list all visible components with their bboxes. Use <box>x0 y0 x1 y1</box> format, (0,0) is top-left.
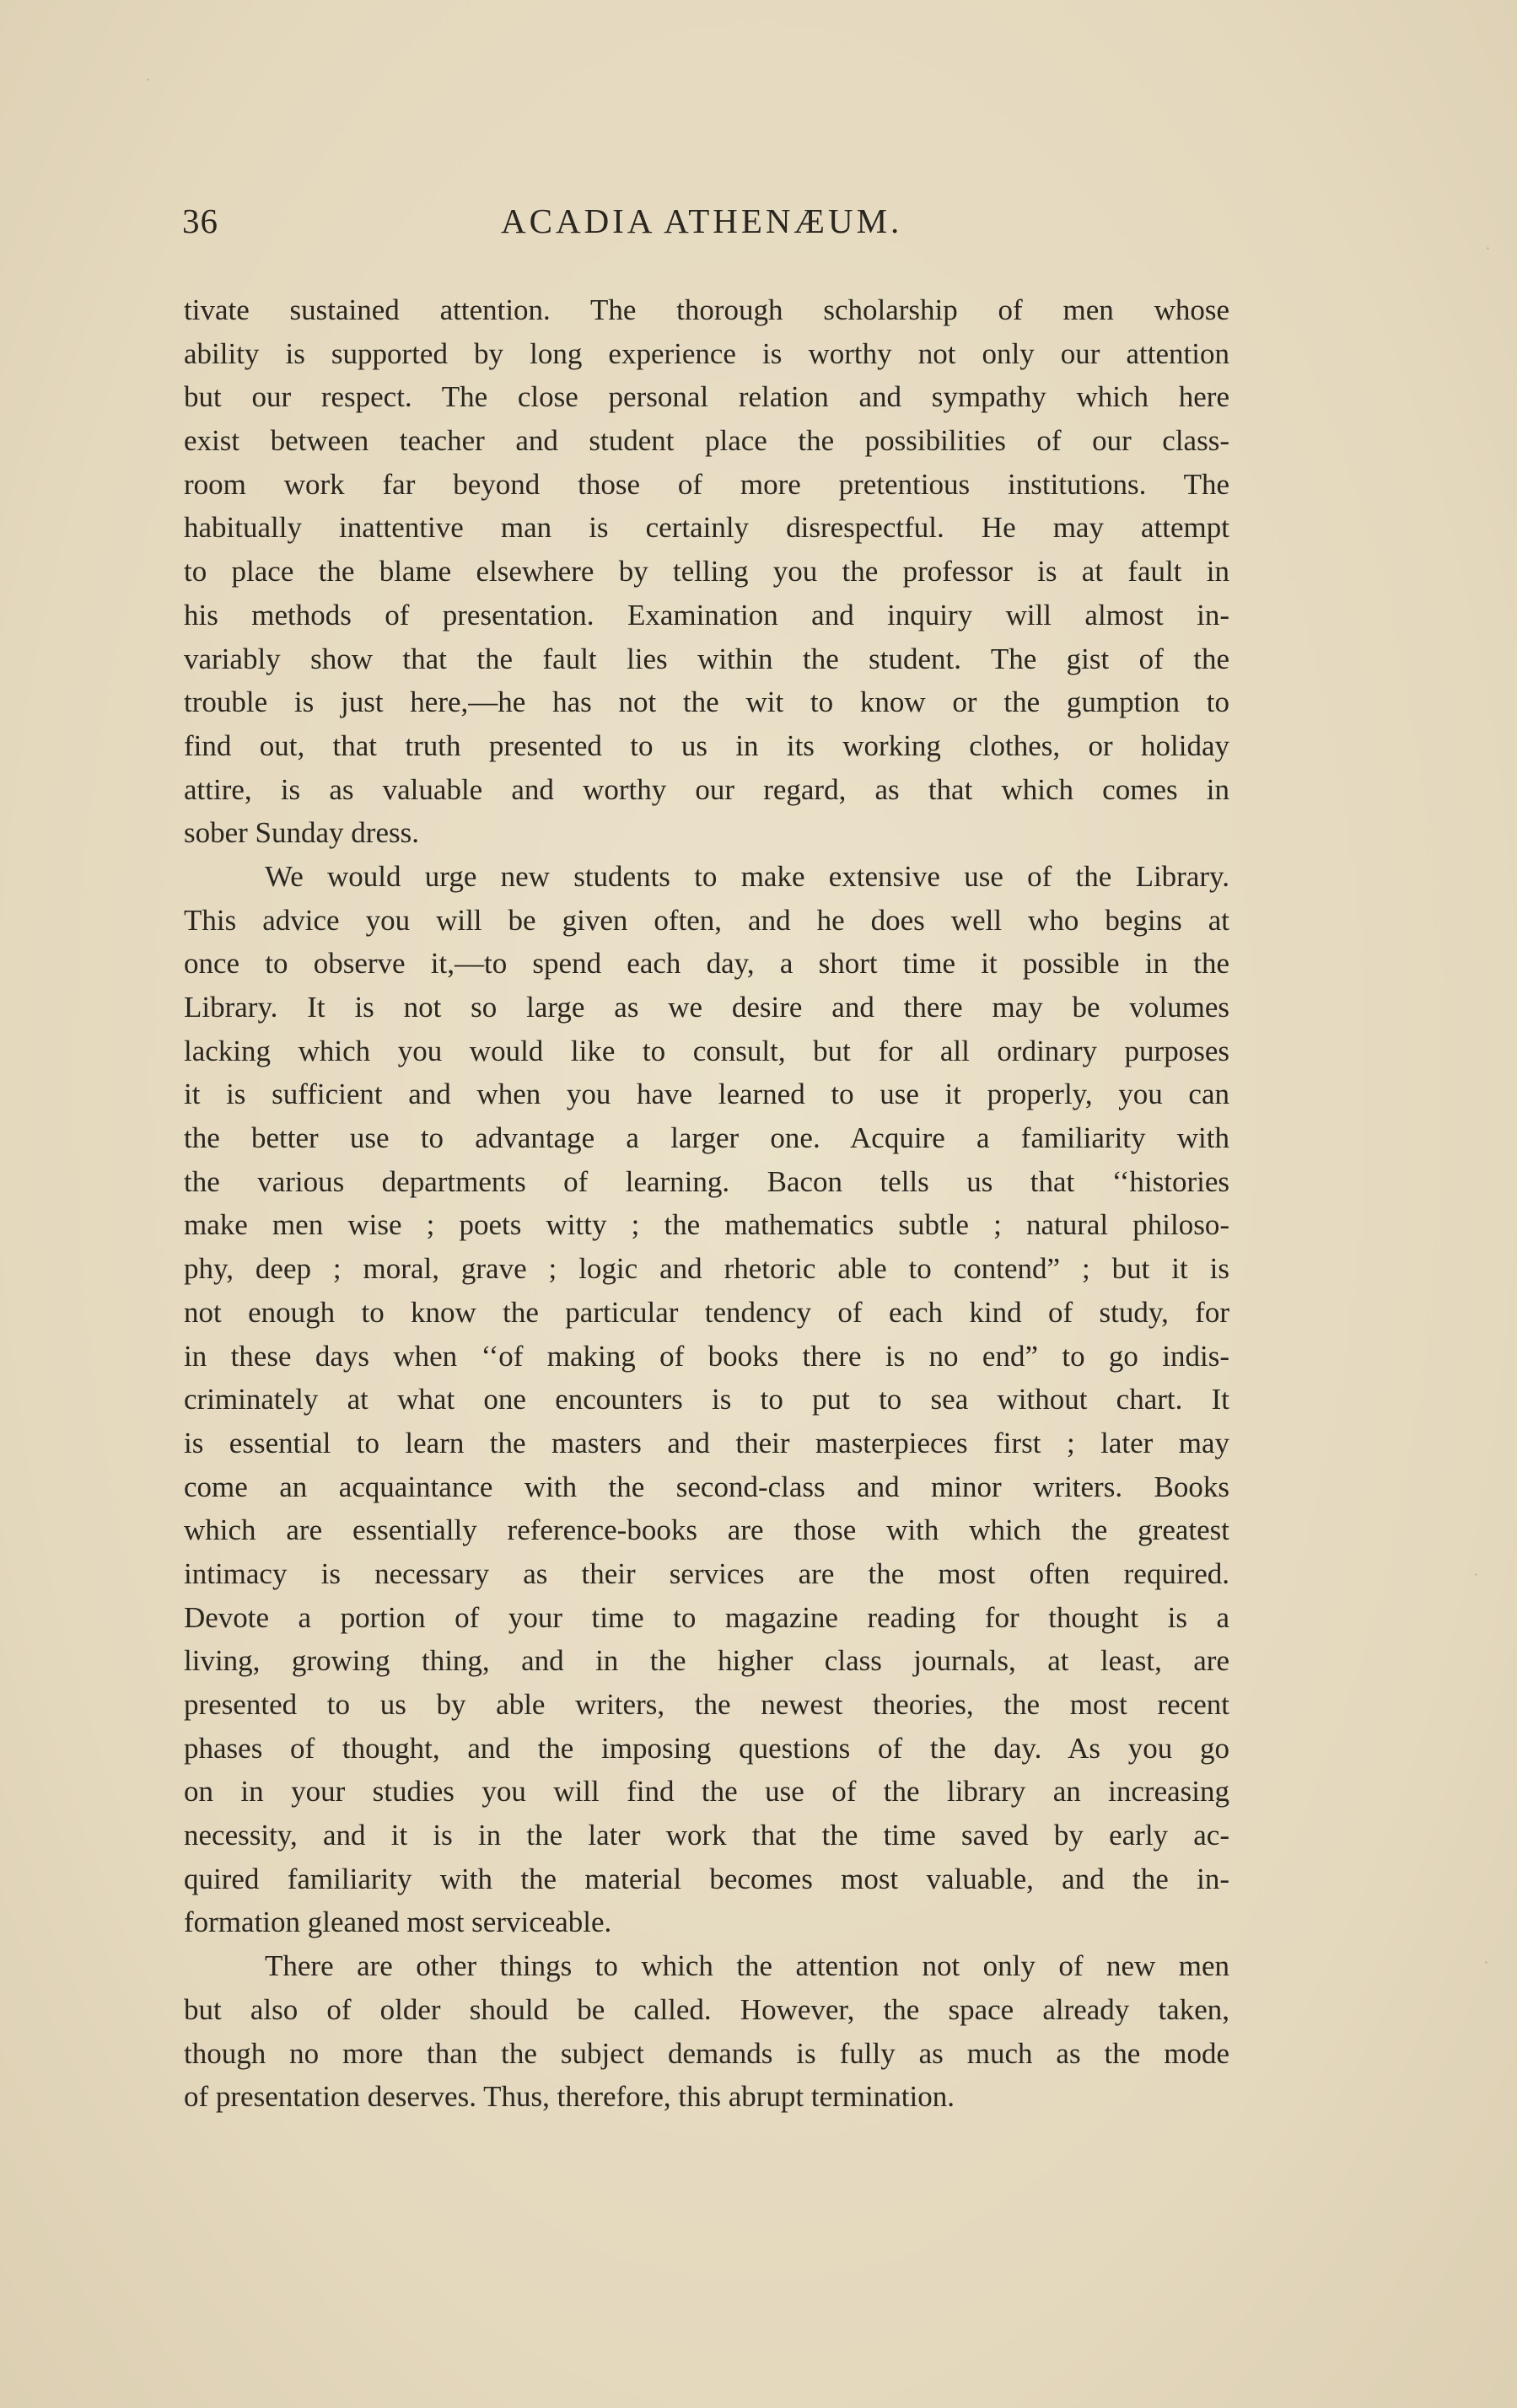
running-header <box>182 201 1228 251</box>
text-line: We would urge new students to make extensive use of the Library. <box>265 859 1229 893</box>
text-line: tivate sustained attention. The thorough scholarship of men whose <box>184 293 1229 326</box>
text-line: the various departments of learning. Bacon tells us that ‘‘histories <box>184 1164 1229 1198</box>
text-line: necessity, and it is in the later work that the time saved by early ac- <box>184 1819 1229 1852</box>
text-line: find out, that truth presented to us in its working clothes, or holiday <box>184 728 1229 762</box>
text-line: variably show that the fault lies within the student. The gist of the <box>184 642 1229 675</box>
paper-speck: · <box>1484 1954 1489 1970</box>
text-line: habitually inattentive man is certainly disrespectful. He may attempt <box>184 511 1229 545</box>
paper-speck: · <box>1474 1567 1479 1583</box>
text-line: but also of older should be called. However, the space already taken, <box>184 1992 1229 2026</box>
text-line: of presentation deserves. Thus, therefore, this abrupt termination. <box>184 2080 955 2114</box>
text-line: it is sufficient and when you have learned to use it properly, you can <box>184 1078 1229 1111</box>
paragraph-1 <box>184 288 1229 855</box>
text-line: criminately at what one encounters is to put to sea without chart. It <box>184 1383 1229 1416</box>
text-line: quired familiarity with the material becomes most valuable, and the in- <box>184 1862 1229 1895</box>
text-line: ability is supported by long experience is worthy not only our attention <box>184 336 1229 370</box>
text-line: once to observe it,—to spend each day, a short time it possible in the <box>184 947 1229 981</box>
text-line: which are essentially reference-books are those with which the greatest <box>184 1513 1229 1547</box>
text-line: This advice you will be given often, and he does well who begins at <box>184 903 1229 937</box>
text-line: come an acquaintance with the second-class and minor writers. Books <box>184 1470 1229 1503</box>
body-text <box>184 288 1229 2119</box>
text-line: attire, is as valuable and worthy our regard, as that which comes in <box>184 772 1229 806</box>
text-line: room work far beyond those of more pretentious institutions. The <box>184 467 1229 501</box>
text-line: in these days when ‘‘of making of books there is no end” to go indis- <box>184 1339 1229 1373</box>
text-line: lacking which you would like to consult, but for all ordinary purposes <box>184 1034 1229 1067</box>
text-line: living, growing thing, and in the higher class journals, at least, are <box>184 1644 1229 1678</box>
text-line: make men wise ; poets witty ; the mathematics subtle ; natural philoso- <box>184 1208 1229 1242</box>
text-line: the better use to advantage a larger one. Acquire a familiarity with <box>184 1121 1229 1155</box>
text-line: though no more than the subject demands is fully as much as the mode <box>184 2036 1229 2070</box>
paragraph-2 <box>184 855 1229 1944</box>
paper-speck: · <box>1486 240 1491 256</box>
text-line: but our respect. The close personal relation and sympathy which here <box>184 380 1229 414</box>
text-line: formation gleaned most serviceable. <box>184 1905 612 1939</box>
text-line: presented to us by able writers, the newest theories, the most recent <box>184 1688 1229 1721</box>
paragraph-3 <box>184 1944 1229 2119</box>
text-line: trouble is just here,—he has not the wit to know or the gumption to <box>184 685 1229 719</box>
text-line: to place the blame elsewhere by telling you the professor is at fault in <box>184 555 1229 589</box>
text-line: Library. It is not so large as we desire and there may be volumes <box>184 991 1229 1024</box>
text-line: not enough to know the particular tendency of each kind of study, for <box>184 1295 1229 1329</box>
paper-speck: · <box>146 72 151 88</box>
text-line: phy, deep ; moral, grave ; logic and rhetoric able to contend” ; but it is <box>184 1252 1229 1286</box>
text-line: exist between teacher and student place the possibilities of our class- <box>184 424 1229 458</box>
text-line: phases of thought, and the imposing questions of the day. As you go <box>184 1731 1229 1765</box>
text-line: There are other things to which the attention not only of new men <box>265 1949 1229 1983</box>
text-line: intimacy is necessary as their services are the most often required. <box>184 1556 1229 1590</box>
journal-title: ACADIA ATHENÆUM. <box>501 202 903 240</box>
text-line: Devote a portion of your time to magazine reading for thought is a <box>184 1600 1229 1634</box>
text-line: sober Sunday dress. <box>184 816 419 850</box>
text-line: on in your studies you will find the use of the library an increasing <box>184 1775 1229 1809</box>
text-line: his methods of presentation. Examination and inquiry will almost in- <box>184 598 1229 632</box>
page-number: 36 <box>182 202 218 240</box>
text-line: is essential to learn the masters and their masterpieces first ; later may <box>184 1426 1229 1459</box>
